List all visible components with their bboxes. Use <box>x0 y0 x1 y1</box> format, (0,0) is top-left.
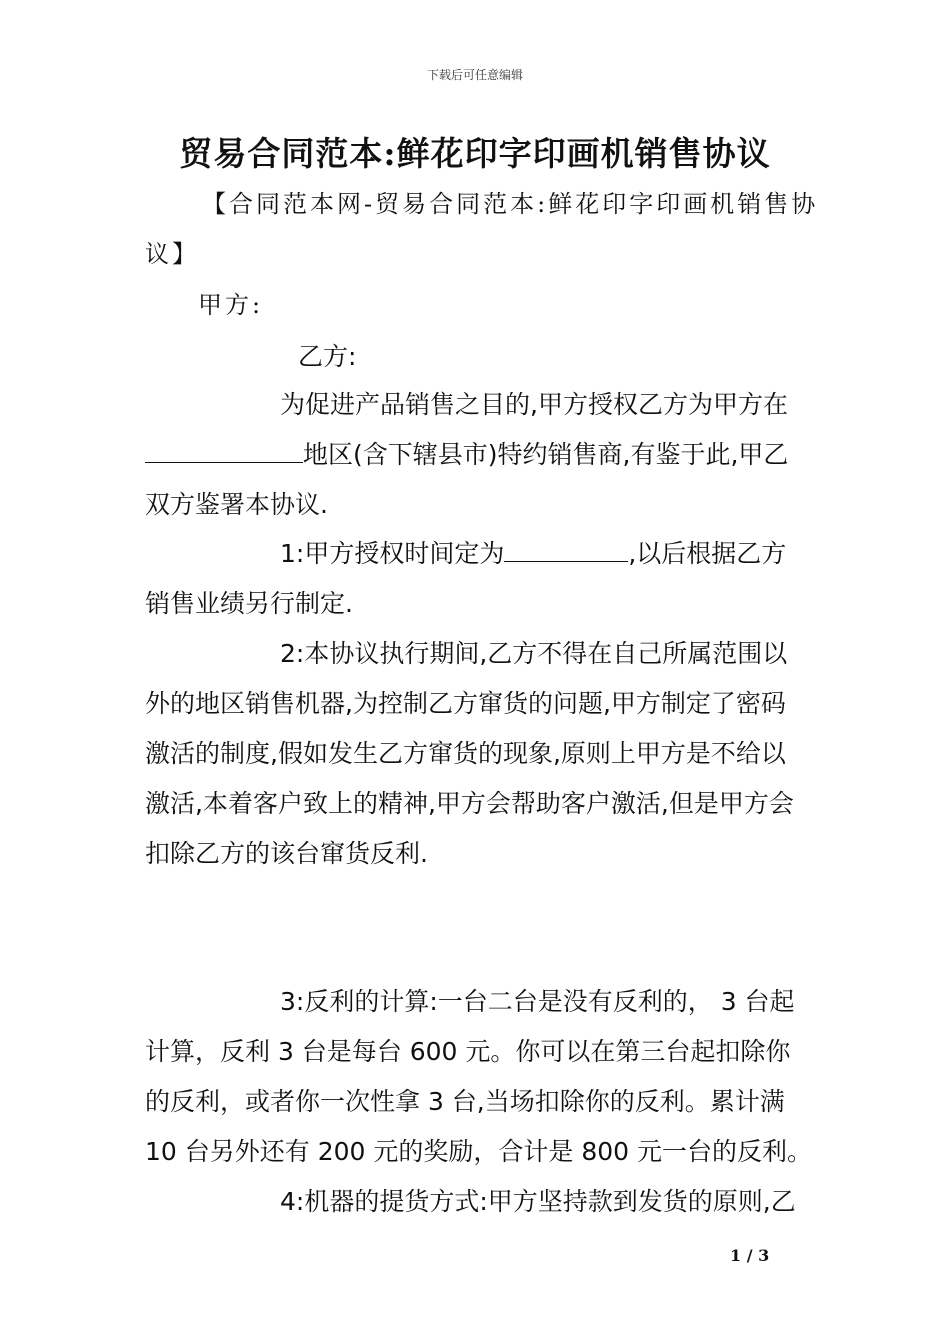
paragraph-3-line-1: 2:本协议执行期间,乙方不得在自己所属范围以 <box>280 639 788 668</box>
region-blank <box>145 440 303 463</box>
authorization-period-blank <box>504 539 628 562</box>
paragraph-4-line-3: 的反利，或者你一次性拿 3 台,当场扣除你的反利。累计满 <box>145 1087 785 1116</box>
paragraph-1-line-2-text: 地区(含下辖县市)特约销售商,有鉴于此,甲乙 <box>303 440 789 469</box>
paragraph-2-line-2: 销售业绩另行制定. <box>145 589 353 618</box>
intro-line-1: 【合同范本网-贸易合同范本:鲜花印字印画机销售协 <box>202 190 819 218</box>
intro-line-2: 议】 <box>145 240 199 268</box>
paragraph-2-line-1-text-b: ,以后根据乙方 <box>628 539 787 568</box>
paragraph-3-line-4: 激活,本着客户致上的精神,甲方会帮助客户激活,但是甲方会 <box>145 789 794 818</box>
paragraph-1-line-2 <box>145 435 788 471</box>
paragraph-4-line-1: 3:反利的计算:一台二台是没有反利的， 3 台起 <box>280 987 795 1016</box>
paragraph-3-line-2: 外的地区销售机器,为控制乙方窜货的问题,甲方制定了密码 <box>145 689 786 718</box>
paragraph-2-line-1-text-a: 1:甲方授权时间定为 <box>280 539 505 568</box>
paragraph-1-line-1: 为促进产品销售之目的,甲方授权乙方为甲方在 <box>280 390 788 419</box>
party-b-label: 乙方: <box>298 342 357 371</box>
document-title: 贸易合同范本:鲜花印字印画机销售协议 <box>179 134 771 173</box>
paragraph-5-line-1: 4:机器的提货方式:甲方坚持款到发货的原则,乙 <box>280 1187 796 1216</box>
paragraph-1-line-3: 双方鉴署本协议. <box>145 490 328 519</box>
paragraph-4-line-4: 10 台另外还有 200 元的奖励，合计是 800 元一台的反利。 <box>145 1137 812 1166</box>
paragraph-3-line-5: 扣除乙方的该台窜货反利. <box>145 839 428 868</box>
header-note: 下载后可任意编辑 <box>426 68 523 82</box>
paragraph-2-line-1 <box>280 534 786 570</box>
party-a-label: 甲方: <box>198 291 264 319</box>
page-number: 1 / 3 <box>730 1246 770 1265</box>
paragraph-4-line-2: 计算，反利 3 台是每台 600 元。你可以在第三台起扣除你 <box>145 1037 791 1066</box>
paragraph-3-line-3: 激活的制度,假如发生乙方窜货的现象,原则上甲方是不给以 <box>145 739 786 768</box>
